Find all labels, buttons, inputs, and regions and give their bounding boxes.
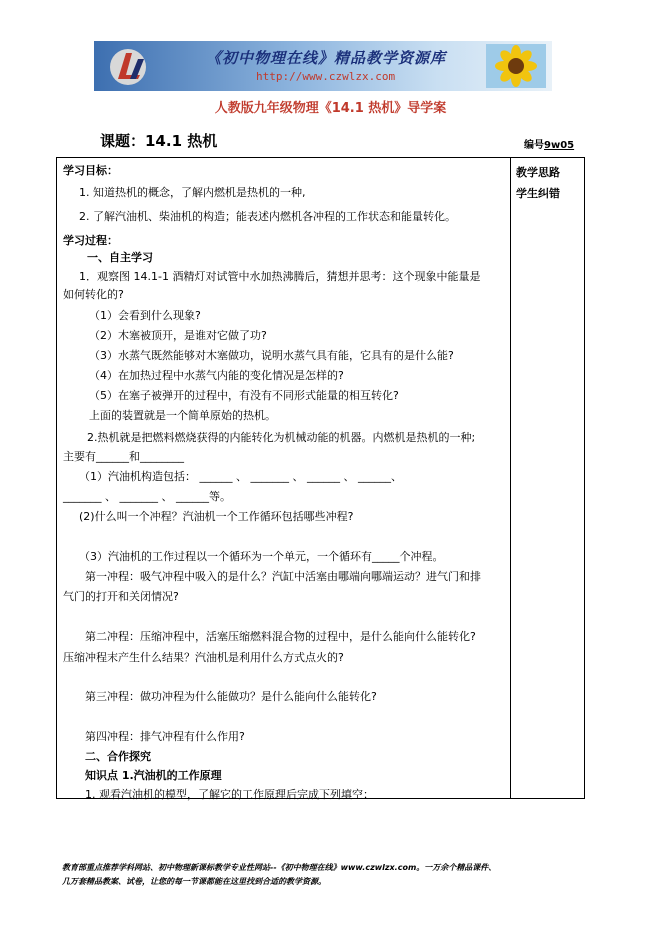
knowledge-point-1: 知识点 1.汽油机的工作原理 — [85, 769, 222, 782]
question-1-line-b: 如何转化的? — [63, 288, 124, 301]
question-1-3: （3）水蒸气既然能够对木塞做功，说明水蒸气具有能，它具有的是什么能? — [89, 349, 454, 362]
question-4: (2)什么叫一个冲程？汽油机一个工作循环包括哪些冲程? — [79, 510, 354, 523]
section-cooperative: 二、合作探究 — [85, 750, 151, 763]
lesson-title: 课题：14.1 热机 — [100, 132, 218, 150]
stroke-2-line-a: 第二冲程：压缩冲程中，活塞压缩燃料混合物的过程中，是什么能向什么能转化? — [85, 630, 476, 643]
side-student-corrections: 学生纠错 — [516, 187, 560, 200]
site-logo — [106, 45, 156, 87]
footer-line-2: 几万套精品教案、试卷，让您的每一节课都能在这里找到合适的教学资源。 — [62, 877, 326, 886]
objectives-heading: 学习目标： — [63, 164, 118, 177]
sunflower-image — [486, 44, 546, 88]
header-banner — [94, 41, 552, 91]
objective-2: 2. 了解汽油机、柴油机的构造；能表述内燃机各冲程的工作状态和能量转化。 — [79, 210, 456, 223]
banner-title: 《初中物理在线》精品教学资源库 — [206, 49, 447, 67]
code-label: 编号 — [524, 140, 544, 151]
objective-1: 1. 知道热机的概念，了解内燃机是热机的一种, — [79, 186, 306, 199]
doc-code — [524, 136, 574, 151]
document-title: 人教版九年级物理《14.1 热机》导学案 — [214, 101, 447, 116]
question-3-line-a: （1）汽油机构造包括： ______ 、 _______ 、 ______ 、 ______、 — [79, 470, 402, 483]
process-heading: 学习过程： — [63, 234, 118, 247]
section-self-study: 一、自主学习 — [87, 251, 153, 264]
footer-line-1: 教育部重点推荐学科网站、初中物理新课标教学专业性网站--《初中物理在线》www.czwlzx.com。一万余个精品课件、 — [62, 863, 497, 872]
question-2-line-b: 主要有______和________ — [63, 450, 184, 463]
question-5: （3）汽油机的工作过程以一个循环为一个单元，一个循环有_____个冲程。 — [79, 550, 444, 563]
question-1-line-a: 1．观察图 14.1-1 酒精灯对试管中水加热沸腾后，猜想并思考：这个现象中能量是 — [79, 270, 481, 283]
content-table — [56, 157, 585, 799]
stroke-1-line-b: 气门的打开和关闭情况? — [63, 590, 179, 603]
stroke-2-line-b: 压缩冲程末产生什么结果？汽油机是利用什么方式点火的? — [63, 651, 344, 664]
banner-url[interactable]: http://www.czwlzx.com — [256, 70, 396, 83]
question-2-line-a: 2.热机就是把燃料燃烧获得的内能转化为机械动能的机器。内燃机是热机的一种; — [87, 431, 476, 444]
question-3-line-b: _______ 、 _______ 、 ______等。 — [63, 490, 231, 503]
column-divider — [510, 158, 511, 798]
side-teaching-notes: 教学思路 — [516, 166, 560, 179]
stroke-3: 第三冲程：做功冲程为什么能做功？是什么能向什么能转化? — [85, 690, 377, 703]
question-1-4: （4）在加热过程中水蒸气内能的变化情况是怎样的? — [89, 369, 344, 382]
knowledge-point-1-task: 1. 观看汽油机的模型，了解它的工作原理后完成下列填空： — [85, 788, 374, 801]
question-1-2: （2）木塞被顶开，是谁对它做了功? — [89, 329, 267, 342]
stroke-1-line-a: 第一冲程：吸气冲程中吸入的是什么？汽缸中活塞由哪端向哪端运动？进气门和排 — [85, 570, 481, 583]
stroke-4: 第四冲程：排气冲程有什么作用? — [85, 730, 245, 743]
side-column — [516, 162, 560, 204]
footer — [62, 861, 496, 889]
question-1-6: 上面的装置就是一个简单原始的热机。 — [89, 409, 276, 422]
question-1-5: （5）在塞子被弹开的过程中，有没有不同形式能量的相互转化? — [89, 389, 399, 402]
code-value: 9w05 — [544, 140, 575, 151]
question-1-1: （1）会看到什么现象? — [89, 309, 201, 322]
